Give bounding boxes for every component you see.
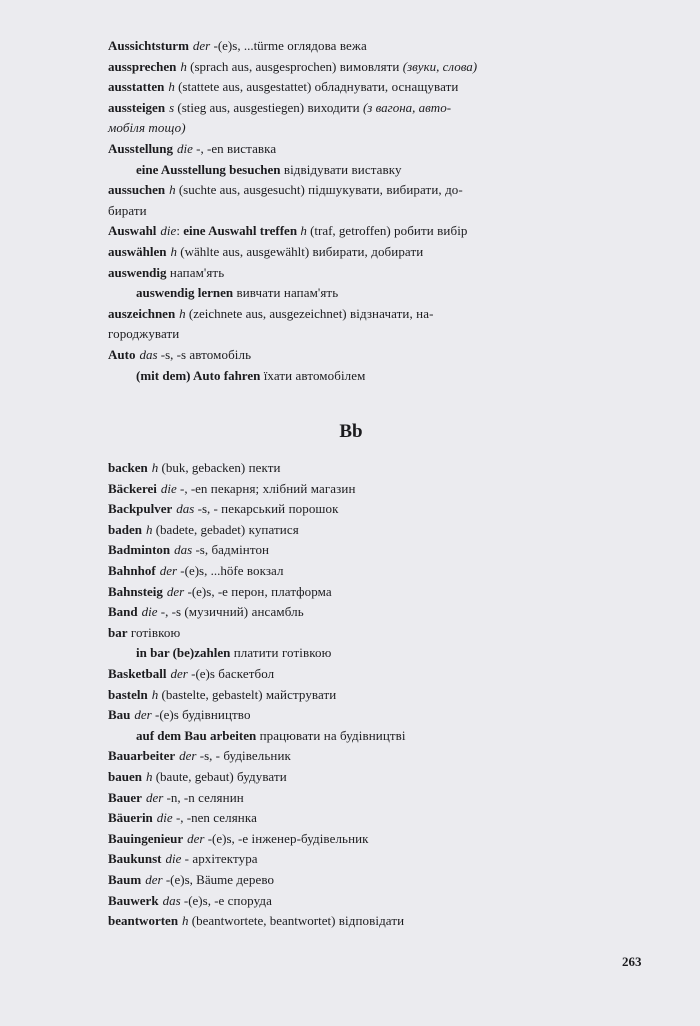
translation: підшукувати, вибирати, до- — [304, 182, 463, 198]
dictionary-entry — [108, 36, 594, 57]
dictionary-entry — [108, 139, 594, 160]
translation: відзначати, на- — [346, 305, 434, 321]
entry-continuation: мобіля тощо) — [108, 120, 186, 136]
headword: bar — [108, 624, 128, 640]
grammar-mark: das — [162, 892, 181, 908]
dictionary-entry — [108, 582, 594, 603]
translation: вивчати напам'ять — [233, 285, 339, 301]
headword: Bauingenieur — [108, 830, 184, 846]
headword: bauen — [108, 769, 142, 784]
translation: пекти — [245, 460, 281, 476]
grammar-mark: die — [177, 140, 193, 156]
phrase-entry — [108, 160, 594, 181]
grammar-forms: (wählte aus, ausgewählt) — [177, 243, 310, 259]
headword: Auswahl — [108, 223, 157, 239]
phrase-entry — [108, 283, 594, 304]
grammar-mark: h — [297, 223, 307, 239]
headword: auf dem Bau arbeiten — [136, 727, 257, 743]
headword: eine Ausstellung besuchen — [136, 161, 281, 177]
grammar-forms: -(e)s, ...höfe — [177, 563, 244, 579]
grammar-forms: (zeichnete aus, ausgezeichnet) — [185, 305, 347, 321]
headword: baden — [108, 521, 142, 537]
headword: auswählen — [108, 243, 167, 259]
grammar-forms: -s, — [192, 542, 209, 558]
translation: виходити — [304, 99, 360, 115]
headword: Bahnhof — [108, 563, 156, 579]
translation: працювати на будівництві — [256, 727, 406, 743]
grammar-mark: h — [179, 305, 186, 321]
translation: будівельник — [219, 748, 291, 764]
grammar-forms: (stattete aus, ausgestattet) — [174, 79, 312, 95]
grammar-forms: (baute, gebaut) — [152, 769, 234, 784]
dictionary-entry — [108, 304, 594, 345]
grammar-mark: der — [179, 748, 197, 764]
dictionary-entry — [108, 499, 594, 520]
headword: Bauer — [108, 789, 142, 805]
grammar-forms: -(e)s, ...türme — [210, 38, 284, 53]
dictionary-entry — [108, 685, 594, 706]
section-heading-bb: Bb — [339, 421, 363, 443]
dictionary-entry — [108, 540, 594, 561]
grammar-forms: : — [176, 223, 180, 239]
translation: майструвати — [262, 686, 337, 702]
dictionary-entry — [108, 808, 594, 829]
translation: споруда — [224, 892, 272, 908]
dictionary-entry — [108, 767, 594, 788]
grammar-forms: -(e)s — [187, 666, 215, 682]
grammar-mark: der — [134, 707, 152, 723]
grammar-mark: der — [170, 666, 188, 682]
grammar-forms: -(e)s — [151, 707, 179, 723]
grammar-mark: die — [165, 851, 182, 867]
translation: інженер-будівельник — [248, 830, 369, 846]
grammar-mark: der — [192, 38, 211, 53]
headword: auszeichnen — [108, 305, 176, 321]
headword: ausstatten — [108, 79, 165, 95]
dictionary-entry — [108, 849, 594, 870]
translation: перон, платформа — [227, 583, 332, 599]
grammar-mark: der — [159, 563, 178, 579]
translation: обладнувати, оснащувати — [311, 79, 459, 95]
headword: aussuchen — [108, 182, 166, 198]
grammar-forms: (bastelte, gebastelt) — [158, 686, 263, 702]
dictionary-entry — [108, 602, 594, 623]
translation: вибирати, добирати — [309, 243, 424, 259]
translation: автомобіль — [186, 346, 252, 362]
headword: Bau — [108, 707, 131, 723]
grammar-mark: h — [170, 243, 178, 259]
translation: їхати автомобілем — [260, 367, 366, 383]
grammar-forms: (buk, gebacken) — [158, 460, 246, 476]
grammar-forms: -(e)s, Bäume — [162, 871, 233, 887]
dictionary-entry — [108, 263, 594, 284]
grammar-forms: (sprach aus, ausgesprochen) — [186, 58, 337, 74]
entry-continuation: бирати — [108, 202, 147, 218]
translation: готівкою — [127, 624, 181, 640]
usage-note: (з вагона, авто- — [359, 99, 452, 115]
headword: in bar (be)zahlen — [136, 645, 231, 661]
entries-section-a — [108, 36, 594, 386]
dictionary-entry — [108, 829, 594, 850]
grammar-forms: -(e)s, -e — [180, 892, 225, 908]
translation: відповідати — [335, 913, 405, 929]
headword: beantworten — [108, 913, 179, 929]
dictionary-entry — [108, 623, 594, 644]
grammar-forms: (badete, gebadet) — [152, 521, 246, 537]
grammar-forms: -, -en — [192, 140, 224, 156]
grammar-mark: das — [174, 542, 193, 558]
dictionary-content — [108, 36, 594, 932]
dictionary-entry — [108, 870, 594, 891]
dictionary-entry — [108, 520, 594, 541]
grammar-forms: -s, - — [194, 501, 218, 517]
headword: backen — [108, 460, 148, 476]
grammar-mark: h — [151, 686, 159, 702]
headword-phrase: eine Auswahl treffen — [179, 223, 298, 239]
grammar-mark: h — [145, 521, 153, 537]
headword: Baum — [108, 871, 142, 887]
dictionary-entry — [108, 664, 594, 685]
grammar-forms: -(e)s, -e — [204, 830, 249, 846]
grammar-forms: -s, -s — [157, 346, 187, 362]
grammar-forms: -, -s — [157, 604, 181, 620]
headword: Auto — [108, 346, 136, 362]
dictionary-entry — [108, 561, 594, 582]
grammar-mark: der — [166, 583, 185, 599]
headword: basteln — [108, 686, 148, 702]
grammar-forms: - — [181, 851, 189, 867]
headword: auswendig — [108, 264, 167, 280]
translation: пекарський порошок — [217, 501, 339, 517]
dictionary-entry — [108, 180, 594, 221]
dictionary-entry — [108, 57, 594, 78]
headword: Baukunst — [108, 851, 162, 867]
translation: (музичний) ансамбль — [181, 604, 304, 620]
phrase-entry — [108, 726, 594, 747]
grammar-mark: h — [169, 182, 176, 198]
usage-note: (звуки, слова) — [399, 58, 478, 74]
entries-section-b — [108, 458, 594, 932]
translation: бадмінтон — [208, 542, 270, 558]
translation: напам'ять — [166, 264, 225, 280]
grammar-mark: die — [160, 223, 177, 239]
grammar-mark: das — [139, 346, 158, 362]
dictionary-entry — [108, 788, 594, 809]
grammar-mark: der — [187, 830, 205, 846]
translation: селянка — [209, 810, 257, 826]
dictionary-entry — [108, 221, 594, 242]
grammar-mark: h — [145, 769, 153, 784]
grammar-mark: das — [176, 501, 195, 517]
grammar-mark: h — [182, 913, 189, 929]
headword: (mit dem) Auto fahren — [136, 367, 261, 383]
grammar-mark: s — [169, 99, 175, 115]
dictionary-entry — [108, 345, 594, 366]
translation: платити готівкою — [230, 645, 332, 661]
grammar-mark: die — [156, 810, 173, 826]
headword: Basketball — [108, 666, 167, 682]
headword: Bahnsteig — [108, 583, 163, 599]
translation: виставка — [223, 140, 277, 156]
translation: баскетбол — [214, 666, 275, 682]
dictionary-entry — [108, 242, 594, 263]
headword: Ausstellung — [108, 140, 174, 156]
grammar-mark: der — [145, 871, 163, 887]
phrase-entry — [108, 643, 594, 664]
grammar-forms: -, -en — [176, 480, 208, 496]
grammar-mark: h — [168, 79, 175, 95]
dictionary-entry — [108, 911, 594, 932]
dictionary-entry — [108, 891, 594, 912]
dictionary-entry — [108, 458, 594, 479]
translation: дерево — [232, 871, 275, 887]
grammar-forms: -, -nen — [172, 810, 210, 826]
grammar-mark: die — [141, 604, 158, 620]
grammar-mark: h — [180, 58, 187, 74]
translation: будувати — [233, 769, 287, 784]
dictionary-entry — [108, 77, 594, 98]
headword: aussteigen — [108, 99, 166, 115]
headword: Bauwerk — [108, 892, 159, 908]
translation: відвідувати виставку — [280, 161, 402, 177]
phrase-entry — [108, 366, 594, 387]
dictionary-entry — [108, 98, 594, 139]
headword: auswendig lernen — [136, 285, 234, 301]
headword: aussprechen — [108, 58, 177, 74]
translation: робити вибір — [390, 223, 468, 239]
translation: будівництво — [178, 707, 251, 723]
translation: оглядова вежа — [283, 38, 367, 53]
grammar-forms: (beantwortete, beantwortet) — [188, 913, 336, 929]
translation: архітектура — [188, 851, 258, 867]
headword: Bäuerin — [108, 810, 153, 826]
headword: Aussichtsturm — [108, 38, 189, 53]
headword: Band — [108, 604, 138, 620]
translation: купатися — [245, 521, 299, 537]
grammar-forms: (traf, getroffen) — [306, 223, 391, 239]
grammar-mark: der — [145, 789, 164, 805]
headword: Backpulver — [108, 501, 173, 517]
page-number: 263 — [622, 954, 642, 969]
dictionary-entry — [108, 705, 594, 726]
grammar-forms: (stieg aus, ausgestiegen) — [174, 99, 305, 115]
grammar-forms: -(e)s, -e — [184, 583, 228, 599]
translation: вокзал — [243, 563, 284, 579]
translation: пекарня; хлібний магазин — [207, 480, 356, 496]
headword: Bauarbeiter — [108, 748, 176, 764]
dictionary-entry — [108, 479, 594, 500]
entry-continuation: городжувати — [108, 326, 180, 342]
grammar-forms: -n, -n — [163, 789, 195, 805]
grammar-forms: (suchte aus, ausgesucht) — [175, 182, 305, 198]
translation: селянин — [194, 789, 244, 805]
translation: вимовляти — [336, 58, 400, 74]
headword: Badminton — [108, 542, 171, 558]
grammar-forms: -s, - — [196, 748, 220, 764]
grammar-mark: die — [160, 480, 177, 496]
headword: Bäckerei — [108, 480, 157, 496]
grammar-mark: h — [151, 460, 159, 476]
dictionary-entry — [108, 746, 594, 767]
